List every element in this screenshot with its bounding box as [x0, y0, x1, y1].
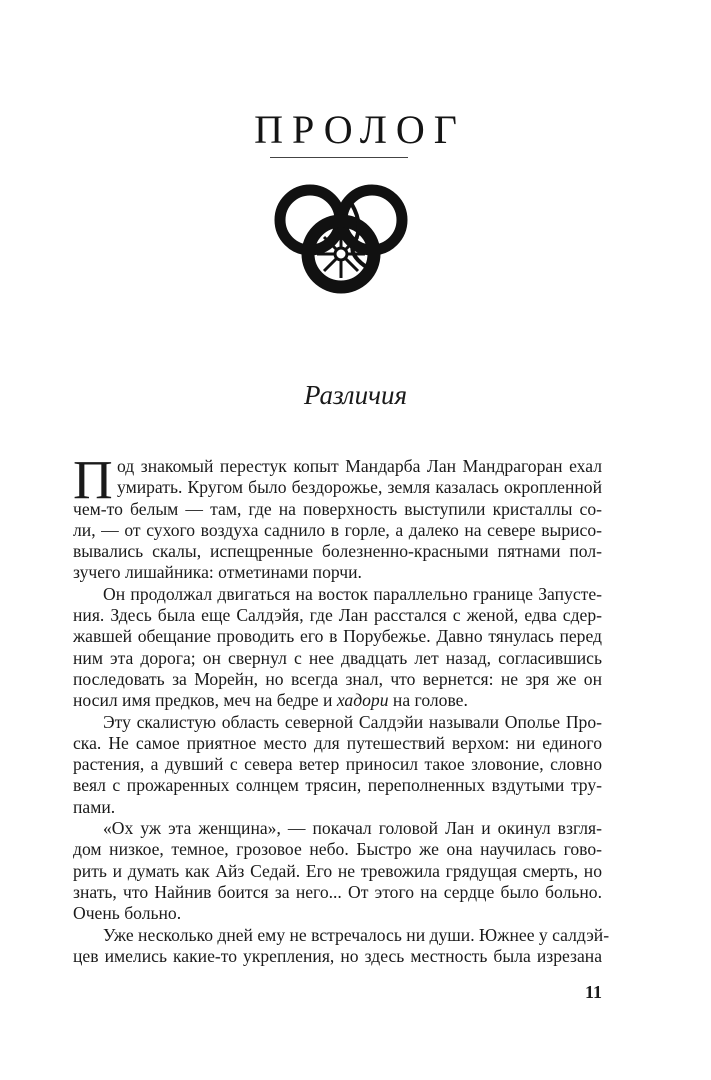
text-line: Уже несколько дней ему не встречалось ни души. Южнее у салдэй- [103, 924, 610, 945]
text-line: веял с прожаренных солнцем трясин, переполненных вздутыми тру- [73, 775, 602, 796]
text-line: умирать. Кругом было бездорожье, земля казалась окропленной [117, 477, 602, 498]
drop-cap: П [73, 449, 113, 510]
text-segment: на голове. [388, 690, 468, 711]
text-line: знать, что Найнив боится за него... От этого на сердце было больно. [73, 881, 602, 902]
wheel-of-time-emblem-icon [268, 168, 414, 294]
text-line: жавшей обещание проводить его в Порубежье. Давно тянулась перед [73, 626, 602, 647]
italic-term: хадори [336, 690, 389, 711]
text-line: цев имелись какие-то укрепления, но здесь местность была изрезана [73, 945, 602, 966]
text-line: последовать за Морейн, но всегда знал, что вернется: не зря же он [73, 668, 602, 689]
text-line: чем-то белым — там, где на поверхность выступили кристаллы со- [73, 498, 602, 519]
chapter-title: ПРОЛОГ [254, 107, 466, 152]
text-line: од знакомый перестук копыт Мандарба Лан Мандрагоран ехал [117, 456, 602, 476]
title-divider [270, 157, 408, 158]
text-line: ска. Не самое приятное место для путешествий верхом: ни единого [73, 732, 602, 753]
text-line: «Ох уж эта женщина», — покачал головой Лан и окинул взгля- [103, 818, 602, 839]
text-segment: носил имя предков, меч на бедре и [73, 690, 337, 711]
paragraph [73, 449, 602, 584]
text-line: дом низкое, темное, грозовое небо. Быстро же она научилась гово- [73, 839, 602, 860]
section-title: Различия [303, 380, 408, 410]
paragraph [73, 584, 602, 712]
text-line: Очень больно. [73, 903, 182, 924]
paragraph [73, 818, 602, 924]
text-line: рить и думать как Айз Седай. Его не тревожила грядущая смерть, но [73, 860, 602, 881]
text-line: ли, — от сухого воздуха саднило в горле, а далеко на севере вырисо- [73, 519, 602, 540]
text-line: Он продолжал двигаться на восток параллельно границе Запусте- [103, 583, 602, 604]
text-line: растения, а дувший с севера ветер приносил такое зловоние, словно [73, 754, 602, 775]
text-line: вывались скалы, испещренные болезненно-красными пятнами пол- [73, 541, 602, 562]
body-text [73, 449, 610, 967]
page-number: 11 [584, 982, 602, 1002]
text-line: пами. [73, 796, 116, 817]
text-line: зучего лишайника: отметинами порчи. [73, 562, 362, 583]
text-line: ним эта дорога; он свернул с нее двадцать лет назад, согласившись [73, 647, 602, 668]
paragraph [73, 924, 610, 968]
text-line: ния. Здесь была еще Салдэйя, где Лан расстался с женой, едва сдер- [73, 605, 602, 626]
text-line: Эту скалистую область северной Салдэйи называли Ополье Про- [103, 711, 602, 732]
text-line [73, 690, 602, 711]
paragraph [73, 712, 602, 818]
